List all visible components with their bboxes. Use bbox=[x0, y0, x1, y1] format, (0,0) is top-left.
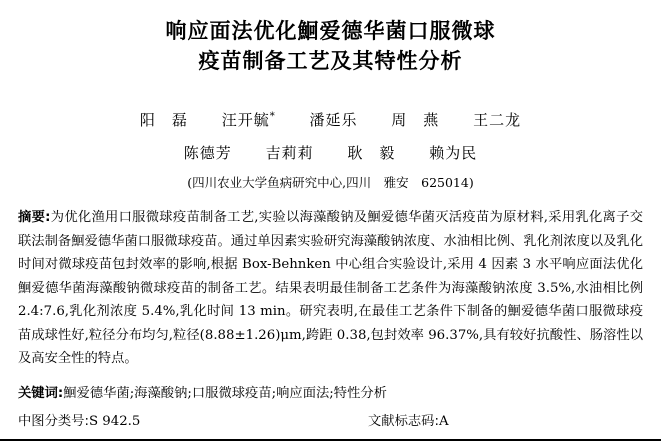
author bbox=[184, 135, 232, 168]
author-name: 陈德芳 bbox=[183, 144, 232, 162]
classification-row bbox=[18, 412, 643, 432]
abstract-text: 为优化渔用口服微球疫苗制备工艺,实验以海藻酸钠及鮰爱德华菌灭活疫苗为原材料,采用乳化离子交联法制备鮰爱德华菌口服微球疫苗。通过单因素实验研究海藻酸钠浓度、水油相比例、乳化剂浓度以及乳化时间对微球疫苗包封效率的影响,根据 Box-Behnken 中心组合实验设计,采用 4 因素 3 水平响应面法优化鮰爱德华菌海藻酸钠微球疫苗的制备工艺。结果表明最佳制备工艺条件为海藻酸钠浓度 3.5%,水油相比例 2.4:7.6,乳化剂浓度 5.4%,乳化时间 13 min。研究表明,在最佳工艺条件下制备的鮰爱德华菌口服微球疫苗成球性好,粒径分布均匀,粒径(8.88±1.26)μm,跨距 0.38,包封效率 96.37%,具有较好抗酸性、肠溶性以及高安全性的特点。 bbox=[18, 210, 643, 366]
author bbox=[140, 102, 188, 135]
clc-number bbox=[18, 412, 368, 432]
author-name: 阳 磊 bbox=[139, 111, 188, 129]
clc-label: 中图分类号: bbox=[18, 413, 89, 429]
author-name: 吉莉莉 bbox=[265, 144, 314, 162]
author bbox=[429, 135, 477, 168]
author bbox=[391, 102, 439, 135]
author-name: 潘延乐 bbox=[309, 111, 358, 129]
author bbox=[266, 135, 314, 168]
document-code-label: 文献标志码: bbox=[368, 413, 439, 429]
title-line-2: 疫苗制备工艺及其特性分析 bbox=[198, 49, 463, 73]
document-code bbox=[368, 412, 643, 432]
author-list bbox=[18, 102, 643, 168]
author-line-2 bbox=[18, 135, 643, 168]
author-affiliation-marker: * bbox=[269, 111, 276, 122]
affiliation: (四川农业大学鱼病研究中心,四川 雅安 625014) bbox=[187, 175, 474, 190]
keywords bbox=[18, 383, 643, 405]
author-name: 汪开毓 bbox=[221, 111, 270, 129]
author-name: 耿 毅 bbox=[347, 144, 396, 162]
clc-value: S 942.5 bbox=[88, 413, 141, 429]
page-title bbox=[18, 16, 643, 76]
author bbox=[347, 135, 395, 168]
author bbox=[222, 102, 276, 135]
abstract-label: 摘要: bbox=[18, 210, 51, 225]
author bbox=[309, 102, 357, 135]
author-name: 周 燕 bbox=[391, 111, 440, 129]
author-line-1 bbox=[18, 102, 643, 135]
keywords-text: 鮰爱德华菌;海藻酸钠;口服微球疫苗;响应面法;特性分析 bbox=[63, 385, 387, 401]
abstract bbox=[18, 206, 643, 371]
author bbox=[473, 102, 521, 135]
author-name: 王二龙 bbox=[473, 111, 522, 129]
keywords-label: 关键词: bbox=[18, 385, 64, 401]
title-line-1: 响应面法优化鮰爱德华菌口服微球 bbox=[165, 19, 496, 43]
author-name: 赖为民 bbox=[429, 144, 478, 162]
document-code-value: A bbox=[438, 413, 449, 429]
